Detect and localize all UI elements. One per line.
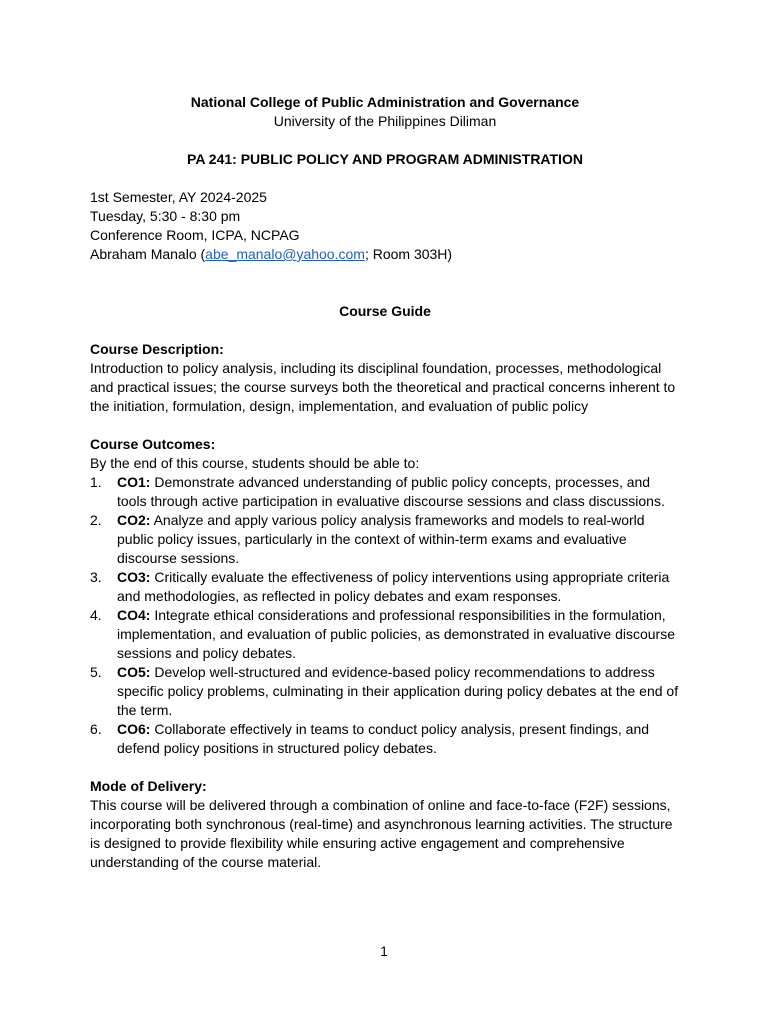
outcome-text: Collaborate effectively in teams to conduct policy analysis, present findings, and defend policy positions in structured policy debates. <box>117 721 650 756</box>
outcome-code: CO5: <box>117 664 151 680</box>
outcomes-heading: Course Outcomes: <box>90 436 216 452</box>
outcome-number: 1. <box>90 474 102 490</box>
outcome-text: Demonstrate advanced understanding of public policy concepts, processes, and tools through active participation in evaluative discourse sessions and class discussions. <box>117 474 665 509</box>
outcome-number: 5. <box>90 664 102 680</box>
outcome-item <box>90 663 680 720</box>
instructor-line <box>90 245 680 264</box>
description-text: Introduction to policy analysis, including its disciplinal foundation, processes, methodological and practical issues; the course surveys both the theoretical and practical concerns inherent to the initiation, formulation, design, implementation, and evaluation of public policy <box>90 360 676 414</box>
outcome-text: Integrate ethical considerations and professional responsibilities in the formulation, implementation, and evaluation of public policies, as demonstrated in evaluative discourse sessions and policy debates. <box>117 607 675 661</box>
schedule-line: Tuesday, 5:30 - 8:30 pm <box>90 208 241 224</box>
delivery-text: This course will be delivered through a combination of online and face-to-face (F2F) sessions, incorporating both synchronous (real-time) and asynchronous learning activities. The structure is designed to provide flexibility while ensuring active engagement and comprehensive understanding of the course material. <box>90 797 673 870</box>
outcome-code: CO3: <box>117 569 151 585</box>
instructor-room: ; Room 303H) <box>364 246 453 262</box>
outcome-code: CO2: <box>117 512 151 528</box>
outcome-text: Analyze and apply various policy analysis frameworks and models to real-world public policy issues, particularly in the context of within-term exams and evaluative discourse sessions. <box>117 512 645 566</box>
course-guide-title: Course Guide <box>339 303 431 319</box>
college-name: National College of Public Administration and Governance <box>190 94 580 110</box>
university-name: University of the Philippines Diliman <box>273 113 497 129</box>
outcome-item <box>90 473 680 511</box>
outcome-text: Develop well-structured and evidence-based policy recommendations to address specific policy problems, culminating in their application during policy debates at the end of the term. <box>117 664 679 718</box>
outcome-code: CO4: <box>117 607 151 623</box>
venue-line: Conference Room, ICPA, NCPAG <box>90 227 300 243</box>
page-number: 1 <box>380 943 388 959</box>
outcome-number: 2. <box>90 512 102 528</box>
delivery-heading: Mode of Delivery: <box>90 778 207 794</box>
outcome-item <box>90 720 680 758</box>
outcome-item <box>90 606 680 663</box>
instructor-email-link[interactable]: abe_manalo@yahoo.com <box>205 246 365 262</box>
description-heading: Course Description: <box>90 341 224 357</box>
document-content <box>90 93 680 872</box>
outcomes-list <box>90 473 680 758</box>
outcome-item <box>90 568 680 606</box>
outcome-code: CO1: <box>117 474 151 490</box>
outcome-code: CO6: <box>117 721 151 737</box>
outcome-text: Critically evaluate the effectiveness of policy interventions using appropriate criteria and methodologies, as reflected in policy debates and exam responses. <box>117 569 670 604</box>
outcome-number: 4. <box>90 607 102 623</box>
outcome-number: 3. <box>90 569 102 585</box>
outcome-item <box>90 511 680 568</box>
instructor-name: Abraham Manalo ( <box>90 246 206 262</box>
outcomes-intro: By the end of this course, students should be able to: <box>90 455 420 471</box>
course-title: PA 241: PUBLIC POLICY AND PROGRAM ADMINISTRATION <box>187 151 583 167</box>
semester-line: 1st Semester, AY 2024-2025 <box>90 189 267 205</box>
outcome-number: 6. <box>90 721 102 737</box>
